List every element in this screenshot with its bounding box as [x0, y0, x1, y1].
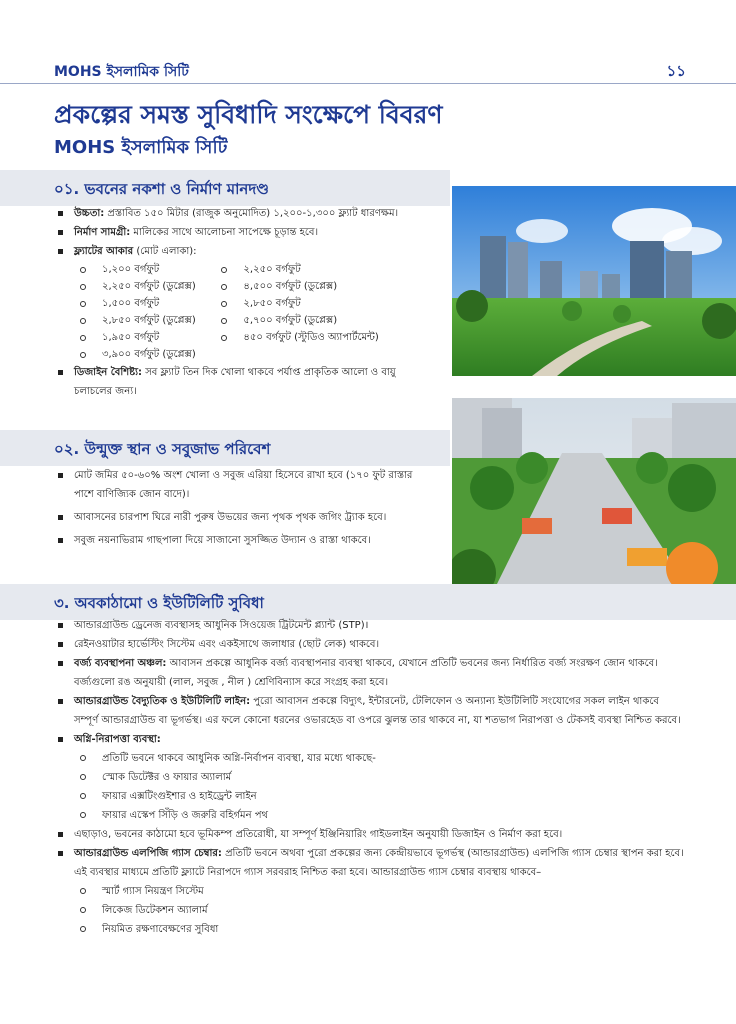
- list-item: ফায়ার এস্কেপ সিঁড়ি ও জরুরি বহির্গমন পথ: [74, 806, 684, 825]
- list-item-flat-size: [54, 242, 404, 363]
- text-gas: প্রতিটি ভবনে অথবা পুরো প্রকল্পের জন্য কেন্দ্রীয়ভাবে ভূগর্ভস্থ (আন্ডারগ্রাউন্ড) এলপিজি গ্যাস চেম্বার স্থাপন করা হবে। এই ব্যবস্থার মাধ্যমে প্রতিটি ফ্ল্যাটে নিরাপদে গ্যাস সরবরাহ নিশ্চিত করা হবে। আন্ডারগ্রাউন্ড গ্যাস চেম্বার ব্যবস্থায় থাকবে–: [74, 848, 684, 878]
- label-underground: আন্ডারগ্রাউন্ড বৈদ্যুতিক ও ইউটিলিটি লাইন:: [74, 696, 251, 707]
- section-1-list: [54, 204, 404, 401]
- page-subtitle: MOHS ইসলামিক সিটি: [54, 137, 228, 158]
- fire-safety-list: [74, 749, 684, 825]
- text-design: সব ফ্ল্যাট তিন দিক খোলা থাকবে পর্যাপ্ত প্রাকৃতিক আলো ও বায়ু চলাচলের জন্য।: [74, 367, 396, 397]
- list-item-quake: এছাড়াও, ভবনের কাঠামো হবে ভূমিকম্প প্রতিরোধী, যা সম্পূর্ণ ইঞ্জিনিয়ারিং গাইডলাইন অনুযায়ী ডিজাইন ও নির্মাণ করা হবে।: [54, 825, 684, 844]
- list-item-underground: [54, 692, 684, 730]
- list-item: মোট জমির ৫০-৬০% অংশ খোলা ও সবুজ এরিয়া হিসেবে রাখা হবে (১৭০ ফুট রাস্তার পাশে বাণিজ্যিক জোন বাদে)।: [54, 466, 429, 504]
- gas-features-list: [74, 882, 684, 939]
- label-fire: অগ্নি-নিরাপত্তা ব্যবস্থা:: [74, 734, 161, 745]
- section-1-heading: ০১. ভবনের নকশা ও নির্মাণ মানদণ্ড: [54, 180, 269, 198]
- text-underground: পুরো আবাসন প্রকল্পে বিদ্যুৎ, ইন্টারনেট, টেলিফোন ও অন্যান্য ইউটিলিটি সংযোগের সকল লাইন থাকবে সম্পূর্ণ আন্ডারগ্রাউন্ড বা ভূগর্ভস্থ। এর ফলে কোনো ধরনের ওভারহেড বা ওপরে ঝুলন্ত তার থাকবে না, যা শতভাগ নিরাপত্তা ও টেকসই ব্যবস্থা নিশ্চিত করবে।: [74, 696, 681, 726]
- list-item: প্রতিটি ভবনে থাকবে আধুনিক অগ্নি-নির্বাপন ব্যবস্থা, যার মধ্যে থাকছে-: [74, 749, 684, 768]
- list-item: ফায়ার এক্সটিংগুইশার ও হাইড্রেন্ট লাইন: [74, 787, 684, 806]
- list-item: লিকেজ ডিটেকশন অ্যালার্ম: [74, 901, 684, 920]
- list-item: আবাসনের চারপাশ ঘিরে নারী পুরুষ উভয়ের জন্য পৃথক পৃথক জগিং ট্র্যাক হবে।: [54, 508, 429, 527]
- list-item-height: [54, 204, 404, 223]
- list-item: স্মোক ডিটেক্টর ও ফায়ার অ্যালার্ম: [74, 768, 684, 787]
- list-item: ৫,৭০০ বর্গফুট (ডুপ্লেক্স): [215, 312, 404, 329]
- label-waste: বর্জ্য ব্যবস্থাপনা অঞ্চল:: [74, 658, 167, 669]
- list-item: ১,৯৫০ বর্গফুট: [74, 329, 215, 346]
- list-item-design: [54, 363, 404, 401]
- header-brand: MOHS ইসলামিক সিটি: [54, 64, 189, 80]
- list-item-waste: [54, 654, 684, 692]
- list-item: ১,২০০ বর্গফুট: [74, 261, 215, 278]
- label-gas: আন্ডারগ্রাউন্ড এলপিজি গ্যাস চেম্বার:: [74, 848, 222, 859]
- list-item: ১,৫০০ বর্গফুট: [74, 295, 215, 312]
- list-item: সবুজ নয়নাভিরাম গাছপালা দিয়ে সাজানো সুসজ্জিত উদ্যান ও রাস্তা থাকবে।: [54, 531, 429, 550]
- text-material: মালিকের সাথে আলোচনা সাপেক্ষে চূড়ান্ত হবে।: [130, 227, 319, 238]
- list-item-material: [54, 223, 404, 242]
- list-item-stp: আন্ডারগ্রাউন্ড ড্রেনেজ ব্যবস্থাসহ আধুনিক সিওয়েজ ট্রিটমেন্ট প্ল্যান্ট (STP)।: [54, 616, 684, 635]
- flat-size-grid: [74, 261, 404, 363]
- label-material: নির্মাণ সামগ্রী:: [74, 227, 131, 238]
- apartment-towers-image: [452, 186, 736, 376]
- list-item-rain: রেইনওয়াটার হার্ভেস্টিং সিস্টেম এবং একইসাথে জলাধার (ছোট লেক) থাকবে।: [54, 635, 684, 654]
- list-item: ২,২৫০ বর্গফুট: [215, 261, 404, 278]
- text-flat-size: (মোট এলাকা):: [133, 246, 197, 257]
- list-item-gas: [54, 844, 684, 939]
- list-item: স্মার্ট গ্যাস নিয়ন্ত্রণ সিস্টেম: [74, 882, 684, 901]
- list-item: নিয়মিত রক্ষণাবেক্ষণের সুবিধা: [74, 920, 684, 939]
- flat-sizes-left: [74, 261, 215, 363]
- section-2-list: [54, 466, 429, 550]
- list-item: ২,৮৫০ বর্গফুট: [215, 295, 404, 312]
- section-2-heading: ০২. উন্মুক্ত স্থান ও সবুজাভ পরিবেশ: [54, 440, 271, 458]
- park-promenade-image: [452, 398, 736, 594]
- label-flat-size: ফ্ল্যাটের আকার: [74, 246, 134, 257]
- list-item: ৪,৫০০ বর্গফুট (ডুপ্লেক্স): [215, 278, 404, 295]
- list-item: ২,৮৫০ বর্গফুট (ডুপ্লেক্স): [74, 312, 215, 329]
- label-design: ডিজাইন বৈশিষ্ট্য:: [74, 367, 143, 378]
- section-3-list: [54, 616, 684, 939]
- section-3-heading: ৩. অবকাঠামো ও ইউটিলিটি সুবিধা: [54, 594, 264, 612]
- list-item: ৩,৯০০ বর্গফুট (ডুপ্লেক্স): [74, 346, 215, 363]
- text-height: প্রস্তাবিত ১৫০ মিটার (রাজুক অনুমোদিত) ১,২০০-১,৩০০ ফ্ল্যাট ধারণক্ষম।: [104, 208, 399, 219]
- text-waste: আবাসন প্রকল্পে আধুনিক বর্জ্য ব্যবস্থাপনার ব্যবস্থা থাকবে, যেখানে প্রতিটি ভবনের জন্য নির্ধারিত বর্জ্য সংরক্ষণ জোন থাকবে। বর্জ্যগুলো রঙ অনুযায়ী (লাল, সবুজ , নীল ) শ্রেণিবিন্যাস করে সংগ্রহ করা হবে।: [74, 658, 658, 688]
- page-number: ১১: [666, 62, 686, 80]
- label-height: উচ্চতা:: [74, 208, 105, 219]
- header-divider: [0, 83, 736, 84]
- list-item-fire: [54, 730, 684, 825]
- list-item: ৪৫০ বর্গফুট (স্টুডিও অ্যাপার্টমেন্ট): [215, 329, 404, 346]
- flat-sizes-right: [215, 261, 404, 363]
- list-item: ২,২৫০ বর্গফুট (ডুপ্লেক্স): [74, 278, 215, 295]
- page-title: প্রকল্পের সমস্ত সুবিধাদি সংক্ষেপে বিবরণ: [54, 100, 443, 129]
